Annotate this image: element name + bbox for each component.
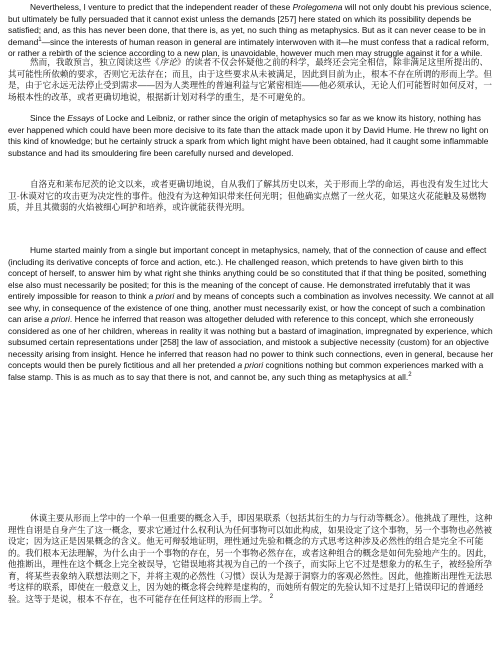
paragraph-2-text-a: Since the (30, 113, 68, 123)
paragraph-3-text-d: cognitions nothing but common experiences marked with a false stamp. This is as much as to say that there is not, and cannot be, any such thing as metaphysics at all. (8, 360, 484, 383)
paragraph-3-text-c: . Hence he inferred that reason was altogether deluded with reference to this concept, which she erroneously considered as one of her children, whereas in reality it was nothing but a bastard of imagination, impregnated by experience, which subsumed certain representations under [258] the law of association, and mistook a subjective necessity (custom) for an objective necessity arising from insight. Hence he inferred that reason had no power to think such connections, even in general, because her concepts would then be purely fictitious and all her pretended (8, 314, 494, 371)
paragraph-1-chinese (8, 57, 494, 103)
paragraph-3-chinese (8, 513, 494, 605)
paragraph-3-chinese-text: 休谟主要从形而上学中的一个单一但重要的概念入手，即因果联系（包括其衍生的力与行动等概念）。他挑战了理性，这种理性自诩是自身产生了这一概念，要求它通过什么权利认为任何事物可以如此构成，如果设定了这个事物，另一个事物也必然被设定；因为这正是因果概念的含义。他无可辩驳地证明，理性通过先验和概念的方式思考这种涉及必然性的组合是完全不可能的。我们根本无法理解，为什么由于一个事物的存在，另一个事物必然存在，或者这种组合的概念是如何先验地产生的。因此，他推断出，理性在这个概念上完全被误导，它错误地将其视为自己的一个孩子，而实际上它不过是想象力的私生子，被经验所孕育，将某些表象纳入联想法则之下，并将主观的必然性（习惯）误认为是源于洞察力的客观必然性。因此，他推断出理性无法思考这样的联系，即使在一般意义上，因为她的概念将会纯粹是虚构的，而她所有假定的先验认知不过是打上错误印记的普通经验。这等于是说，根本不存在，也不可能存在任何这样的形而上学。 (8, 513, 493, 604)
a-priori-2: a priori (44, 314, 70, 325)
paragraph-1-text-b: will not only doubt his previous science, but ultimately be fully persuaded that it cannot exist unless the demands [257] here stated on which its possibility depends be satisfied; and, as this has never been done, that there is, as yet, no such thing as metaphysics. But as it can never cease to be in demand (8, 2, 492, 47)
paragraph-2-chinese: 自洛克和莱布尼茨的论文以来，或者更确切地说，自从我们了解其历史以来，关于形而上学的命运，再也没有发生过比大卫·休谟对它的攻击更为决定性的事件。他没有为这种知识带来任何光明；但他确实点燃了一丝火花，如果这火花能触及易燃物质，并且其微弱的火焰被细心呵护和培养，或许就能获得光明。 (8, 179, 489, 213)
chinese-title: 序论 (159, 57, 177, 67)
paragraph-1-chinese-text-b: 》的读者不仅会怀疑他之前的科学，最终还会完全相信，除非满足这里所提出的、其可能性所依赖的要求，否则它无法存在；而且，由于这些要求从未被满足，因此到目前为止，根本不存在所谓的形而上学。但是，由于它永远无法停止受到需求——因为人类理性的普遍利益与它紧密相连——他必须承认，无论人们可能暂时如何反对，一场根本性的改革，或者更确切地说，根据新计划对科学的重生，是不可避免的。 (8, 57, 493, 102)
paragraph-2-text-b: of Locke and Leibniz, or rather since the origin of metaphysics so far as we know its history, nothing has ever happened which could have been more decisive to its fate than the attack made upon it by David Hume. He threw no light on this kind of knowledge; but he certainly struck a spark from which light might have been obtained, had it caught some inflammable substance and had its smouldering fire been carefully nursed and developed. (8, 113, 489, 158)
essays-title: Essays (67, 113, 95, 123)
footnote-marker-1[interactable]: 1 (38, 36, 42, 43)
paragraph-1-chinese-text-a: 然而，我敢预言，独立阅读这些《 (30, 57, 160, 67)
paragraph-3-text-b: and by means of concepts such a combination as involves necessity. We cannot at all see why, in consequence of the existence of one thing, another must necessarily exist, or how the concept of such a combination can arise (8, 291, 494, 325)
a-priori-3: a priori (237, 360, 264, 371)
a-priori-1: a priori (148, 291, 175, 302)
footnote-marker-2-chinese[interactable]: 2 (269, 593, 274, 600)
paragraph-2-english (8, 113, 494, 159)
paragraph-1-text-c: —since the interests of human reason in general are intimately interwoven with it—he must confess that a radical reform, or rather a rebirth of the science according to a new plan, is unavoidable, however much men may struggle against it for a while. (8, 36, 489, 59)
paragraph-3-text-a: Hume started mainly from a single but important concept in metaphysics, namely, that of the connection of cause and effect (including its derivative concepts of force and action, etc.). He challenged reason, which pretends to have given birth to this concept of herself, to answer him by what right she thinks anything could be so constituted that if that thing be posited, something else also must necessarily be posited; for this is the meaning of the concept of cause. He demonstrated irrefutably that it was entirely impossible for reason to think (8, 245, 487, 302)
footnote-marker-2[interactable]: 2 (408, 372, 412, 379)
paragraph-1-text-a: Nevertheless, I venture to predict that the independent reader of these (30, 2, 293, 12)
paragraph-1-english (8, 2, 494, 60)
paragraph-3-english (8, 245, 494, 384)
prolegomena-title: Prolegomena (292, 2, 343, 12)
